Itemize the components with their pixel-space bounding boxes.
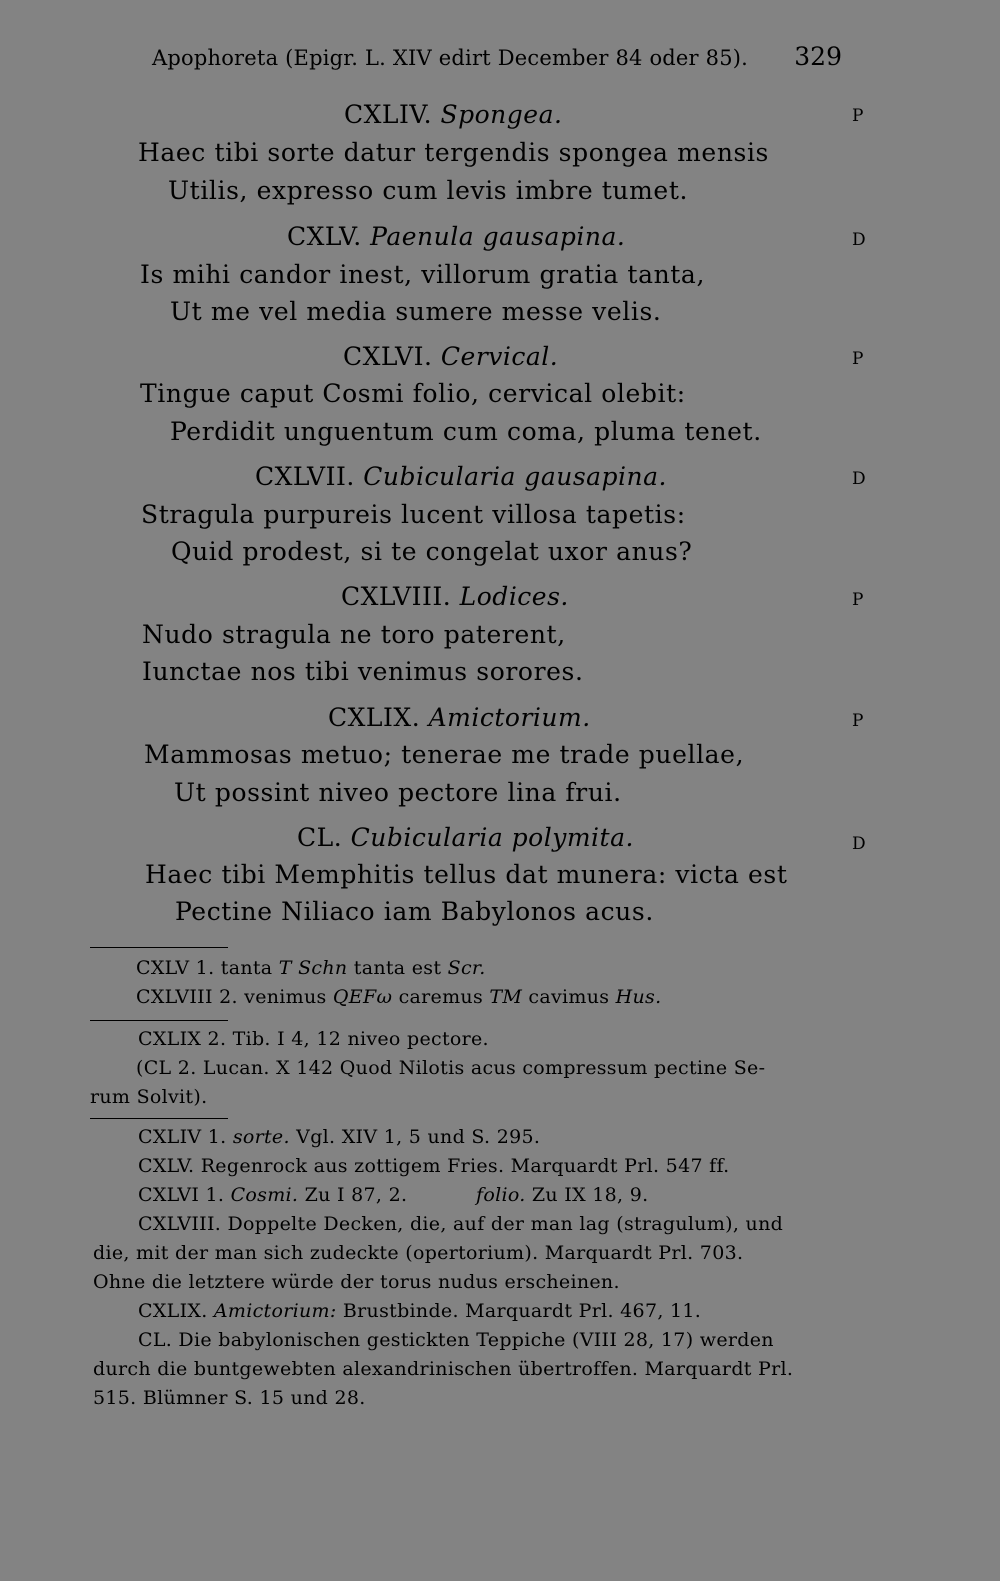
commentary-line [138,1300,701,1322]
commentary-line: CXLV. Regenrock aus zottigem Fries. Marquardt Prl. 547 ff. [138,1155,730,1177]
apparatus-source: QEFω [332,986,393,1008]
verse-line: Stragula purpureis lucent villosa tapetis: [141,500,686,529]
commentary-line [138,1184,648,1206]
poem-marker: D [852,230,866,250]
parallel-line: rum Solvit). [90,1086,208,1108]
poem-marker: P [852,106,864,126]
poem-title [343,342,558,371]
poem-marker: P [852,711,864,731]
commentary-ref: CXLIX. [138,1300,208,1322]
apparatus-source: TM [489,986,523,1008]
commentary-ref: CXLIV 1. [138,1126,227,1148]
parallels-rule [90,1020,228,1021]
poem-number: CXLIV. [344,100,433,129]
poem-title [344,100,562,129]
parallel-line: (CL 2. Lucan. X 142 Quod Nilotis acus compressum pectine Se- [136,1057,766,1079]
verse-line: Is mihi candor inest, villorum gratia tanta, [140,260,705,289]
commentary-lemma: Cosmi. [230,1184,299,1206]
commentary-text: Zu I 87, 2. [304,1184,408,1206]
commentary-ref: CXLVI 1. [138,1184,225,1206]
poem-name: Lodices. [459,582,569,611]
apparatus-source: T Schn [278,957,348,979]
verse-line: Ut me vel media sumere messe velis. [170,297,662,326]
poem-title [341,582,569,611]
page-number: 329 [794,42,842,71]
commentary-lemma: Amictorium: [213,1300,337,1322]
commentary-line: durch die buntgewebten alexandrinischen übertroffen. Marquardt Prl. [93,1358,794,1380]
poem-number: CXLVI. [343,342,433,371]
verse-line: Quid prodest, si te congelat uxor anus? [171,537,693,566]
commentary-lemma: sorte. [232,1126,290,1148]
apparatus-ref: CXLVIII 2. venimus [136,986,327,1008]
poem-number: CXLVIII. [341,582,452,611]
poem-title [287,222,625,251]
apparatus-source: Scr. [447,957,486,979]
apparatus-reading: caremus [398,986,483,1008]
verse-line: Haec tibi Memphitis tellus dat munera: victa est [145,860,788,889]
poem-name: Amictorium. [428,703,591,732]
apparatus-line [136,986,661,1008]
poem-title [328,703,591,732]
apparatus-reading: tanta est [353,957,442,979]
parallel-line: CXLIX 2. Tib. I 4, 12 niveo pectore. [138,1028,489,1050]
apparatus-reading: cavimus [528,986,610,1008]
poem-name: Cervical. [440,342,559,371]
poem-number: CXLVII. [255,462,355,491]
apparatus-rule [90,947,228,948]
verse-line: Nudo stragula ne toro paterent, [142,620,566,649]
verse-line: Tingue caput Cosmi folio, cervical olebit: [140,379,686,408]
verse-line: Iunctae nos tibi venimus sorores. [142,657,584,686]
commentary-line: 515. Blümner S. 15 und 28. [93,1387,366,1409]
apparatus-ref: CXLV 1. tanta [136,957,273,979]
apparatus-source: Hus. [615,986,662,1008]
commentary-lemma: folio. [476,1184,526,1206]
commentary-line: die, mit der man sich zudeckte (opertorium). Marquardt Prl. 703. [93,1242,744,1264]
poem-name: Cubicularia polymita. [350,823,634,852]
poem-number: CL. [297,823,343,852]
poem-name: Cubicularia gausapina. [363,462,668,491]
commentary-text: Zu IX 18, 9. [531,1184,649,1206]
poem-title [297,823,634,852]
poem-marker: P [852,590,864,610]
poem-name: Spongea. [440,100,563,129]
commentary-line: CXLVIII. Doppelte Decken, die, auf der man lag (stragulum), und [138,1213,784,1235]
poem-marker: D [852,834,866,854]
apparatus-line [136,957,486,979]
commentary-line: CL. Die babylonischen gestickten Teppiche (VIII 28, 17) werden [138,1329,774,1351]
poem-marker: D [852,469,866,489]
verse-line: Utilis, expresso cum levis imbre tumet. [168,176,689,205]
verse-line: Pectine Niliaco iam Babylonos acus. [175,897,654,926]
commentary-line: Ohne die letztere würde der torus nudus erscheinen. [93,1271,620,1293]
commentary-line [138,1126,540,1148]
commentary-text: Vgl. XIV 1, 5 und S. 295. [296,1126,541,1148]
verse-line: Haec tibi sorte datur tergendis spongea mensis [138,138,769,167]
poem-title [255,462,667,491]
poem-name: Paenula gausapina. [370,222,626,251]
running-title: Apophoreta (Epigr. L. XIV edirt December 84 oder 85). [152,46,749,70]
commentary-rule [90,1118,228,1119]
poem-marker: P [852,349,864,369]
poem-number: CXLIX. [328,703,421,732]
poem-number: CXLV. [287,222,362,251]
verse-line: Perdidit unguentum cum coma, pluma tenet. [170,417,762,446]
running-header [152,42,842,82]
verse-line: Mammosas metuo; tenerae me trade puellae, [144,740,745,769]
commentary-text: Brustbinde. Marquardt Prl. 467, 11. [342,1300,702,1322]
verse-line: Ut possint niveo pectore lina frui. [174,778,622,807]
